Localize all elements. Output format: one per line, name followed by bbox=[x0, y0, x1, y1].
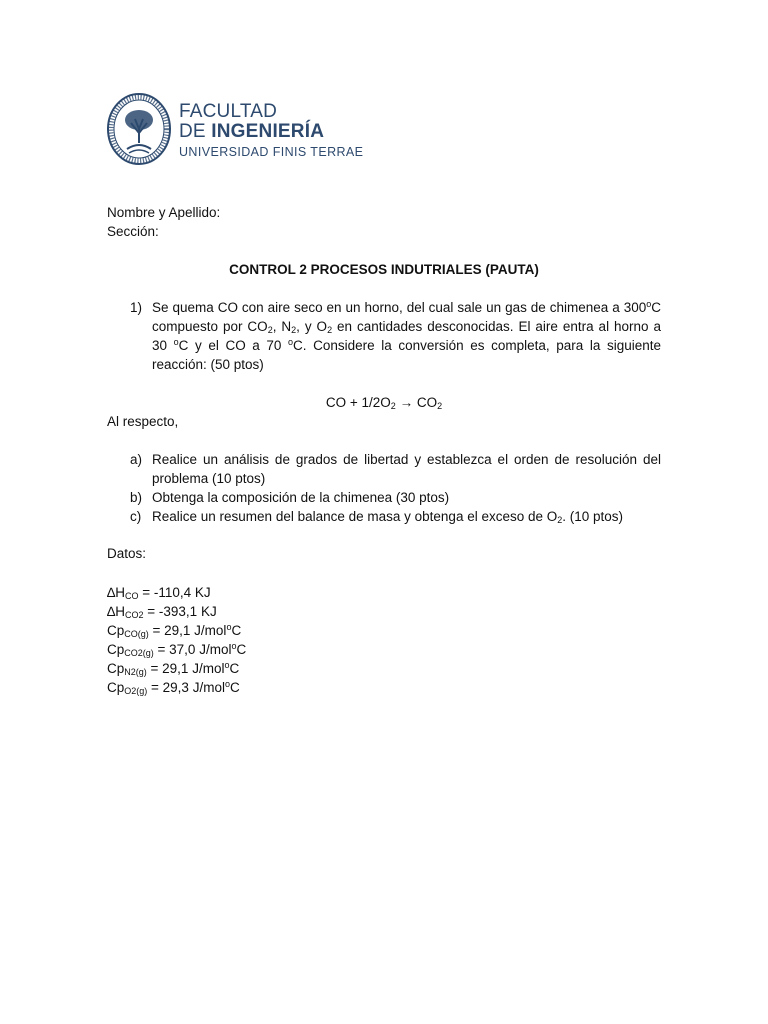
item-text: Realice un resumen del balance de masa y obtenga el exceso de $O_2$. (10 ptos) bbox=[152, 509, 624, 525]
data-row: $Cp_{CO2(g)} = 37,0$ J/mol$^o$C bbox=[107, 641, 247, 658]
data-row: $\Delta H_{CO2} = -393,1$ KJ bbox=[107, 604, 217, 620]
item-text: Obtenga la composición de la chimenea (30 ptos) bbox=[152, 490, 450, 505]
name-field-label: Nombre y Apellido: bbox=[107, 205, 221, 220]
university-seal-icon bbox=[107, 93, 171, 165]
page-title: CONTROL 2 PROCESOS INDUTRIALES (PAUTA) bbox=[229, 262, 539, 277]
section-field-label: Sección: bbox=[107, 224, 159, 239]
data-row: $\Delta H_{CO} = -110,4$ KJ bbox=[107, 585, 211, 601]
data-row: $Cp_{N2(g)} = 29,1$ J/mol$^o$C bbox=[107, 660, 240, 677]
logo-line-faculty: FACULTAD bbox=[179, 100, 278, 122]
question-number: 1) bbox=[130, 300, 143, 315]
item-text: Realice un análisis de grados de libertad y establezca el orden de resolución del problema (10 ptos) bbox=[152, 452, 661, 486]
item-label: a) bbox=[130, 452, 143, 467]
arrow-right-icon: → bbox=[399, 395, 414, 410]
logo-line-university: UNIVERSIDAD FINIS TERRAE bbox=[179, 144, 364, 159]
data-row: $Cp_{O2(g)} = 29,3$ J/mol$^o$C bbox=[107, 679, 240, 696]
item-label: c) bbox=[130, 509, 142, 524]
respecto-label: Al respecto, bbox=[107, 414, 179, 429]
datos-heading: Datos: bbox=[107, 546, 147, 561]
faculty-logo bbox=[107, 93, 363, 165]
item-label: b) bbox=[130, 490, 143, 505]
question-text: Se quema CO con aire seco en un horno, del cual sale un gas de chimenea a 300$^o$C compuesto por $CO_2$, $N_2$, y $O_2$ en cantidades desconocidas. El aire entra al horno a 30 $^o$C y el CO a 70 $^o$C. Considere la conversión es completa, para la siguiente reacción: (50 ptos) bbox=[152, 299, 661, 372]
logo-line-engineering: DE INGENIERÍA bbox=[179, 120, 325, 142]
data-row: $Cp_{CO(g)} = 29,1$ J/mol$^o$C bbox=[107, 622, 242, 639]
reaction-equation: CO + $1/2O_2 \to CO_2$ bbox=[325, 395, 443, 411]
